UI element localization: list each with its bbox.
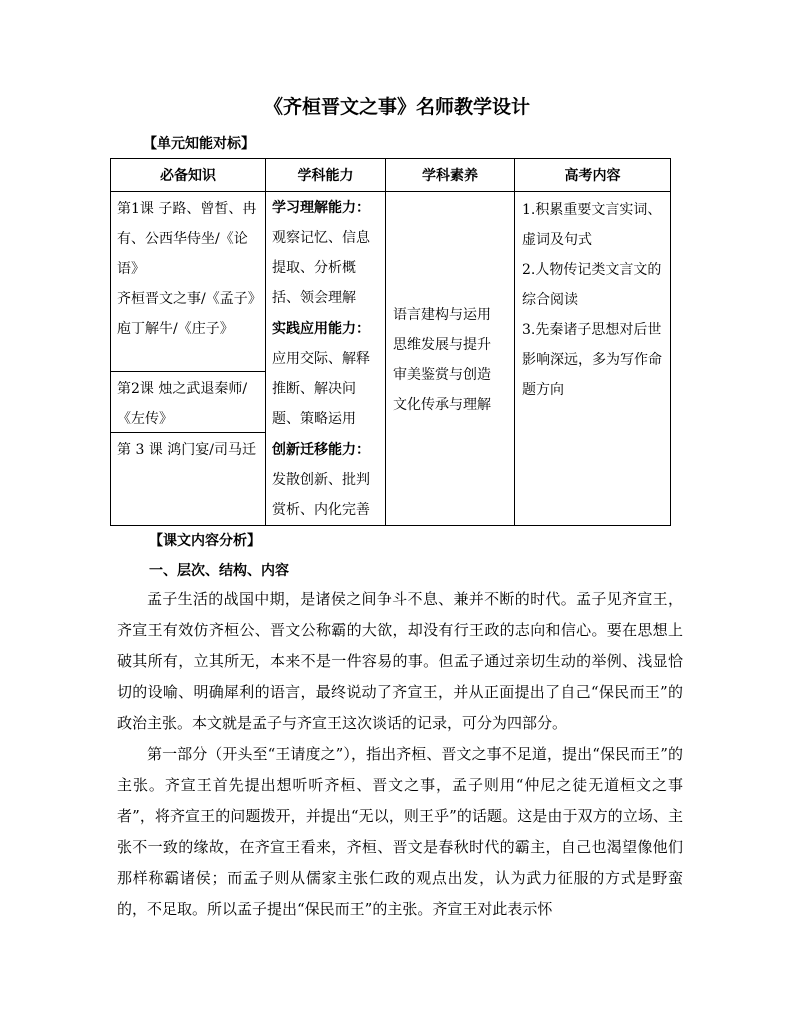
exam-cell xyxy=(515,192,671,526)
ability-block xyxy=(266,313,385,434)
ability-text: 应用交际、解释推断、解决问题、策略运用 xyxy=(272,351,370,427)
exam-list xyxy=(516,193,669,405)
exam-item: 2.人物传记类文言文的综合阅读 xyxy=(522,262,662,308)
header-ability: 学科能力 xyxy=(266,159,386,192)
document-title: 《齐桓晋文之事》名师教学设计 xyxy=(263,96,530,118)
ability-block xyxy=(266,192,385,313)
lesson-2-item: 第2课 烛之武退秦师/《左传》 xyxy=(117,381,248,427)
ability-text: 观察记忆、信息提取、分析概括、领会理解 xyxy=(272,230,370,306)
literacy-cell xyxy=(386,192,515,526)
body-paragraph: 第一部分（开头至“王请度之”），指出齐桓、晋文之事不足道，提出“保民而王”的主张。齐宣王首先提出想听听齐桓、晋文之事，孟子则用“仲尼之徒无道桓文之事者”，将齐宣王的问题拨开，并提出“无以，则王乎”的话题。这是由于双方的立场、主张不一致的缘故，在齐宣王看来，齐桓、晋文是春秋时代的霸主，自己也渴望像他们那样称霸诸侯；而孟子则从儒家主张仁政的观点出发，认为武力征服的方式是野蛮的，不足取。所以孟子提出“保民而王”的主张。齐宣王对此表示怀 xyxy=(117,745,683,918)
knowledge-cell xyxy=(111,192,266,526)
unit-table xyxy=(110,158,671,526)
lesson-3-block xyxy=(111,432,265,525)
ability-label: 实践应用能力： xyxy=(272,321,370,337)
ability-cell xyxy=(266,192,386,526)
header-exam: 高考内容 xyxy=(515,159,671,192)
ability-text: 发散创新、批判赏析、内化完善 xyxy=(272,472,370,518)
literacy-item: 审美鉴赏与创造 xyxy=(393,366,491,383)
literacy-item: 文化传承与理解 xyxy=(393,396,491,413)
ability-block xyxy=(266,434,385,525)
literacy-list xyxy=(387,298,513,420)
section-heading-unit: 【单元知能对标】 xyxy=(143,136,255,152)
literacy-item: 语言建构与运用 xyxy=(393,306,491,323)
lesson-1-item: 第1课 子路、曾皙、冉有、公西华侍坐/《论语》 xyxy=(117,201,257,277)
lesson-1-item: 庖丁解牛/《庄子》 xyxy=(117,321,234,337)
lesson-3-item: 第 3 课 鸿门宴/司马迁 xyxy=(117,442,256,458)
table-header-row xyxy=(111,159,671,192)
lesson-2-block xyxy=(111,371,265,432)
body-paragraph: 孟子生活的战国中期，是诸侯之间争斗不息、兼并不断的时代。孟子见齐宣王，齐宣王有效仿齐桓公、晋文公称霸的大欲，却没有行王政的志向和信心。要在思想上破其所有，立其所无，本来不是一件容易的事。但孟子通过亲切生动的举例、浅显恰切的设喻、明确犀利的语言，最终说动了齐宣王，并从正面提出了自己“保民而王”的政治主张。本文就是孟子与齐宣王这次谈话的记录，可分为四部分。 xyxy=(117,590,683,732)
lesson-1-item: 齐桓晋文之事/《孟子》 xyxy=(117,291,262,307)
exam-item: 3.先秦诸子思想对后世影响深远，多为写作命题方向 xyxy=(522,322,662,398)
header-knowledge: 必备知识 xyxy=(111,159,266,192)
subheading: 一、层次、结构、内容 xyxy=(149,563,289,579)
header-literacy: 学科素养 xyxy=(386,159,515,192)
lesson-1-block xyxy=(111,192,265,371)
ability-label: 学习理解能力： xyxy=(272,200,370,216)
ability-label: 创新迁移能力： xyxy=(272,442,370,458)
section-heading-analysis: 【课文内容分析】 xyxy=(149,533,261,549)
literacy-item: 思维发展与提升 xyxy=(393,336,491,353)
table-body-row xyxy=(111,192,671,526)
exam-item: 1.积累重要文言实词、虚词及句式 xyxy=(522,202,662,248)
